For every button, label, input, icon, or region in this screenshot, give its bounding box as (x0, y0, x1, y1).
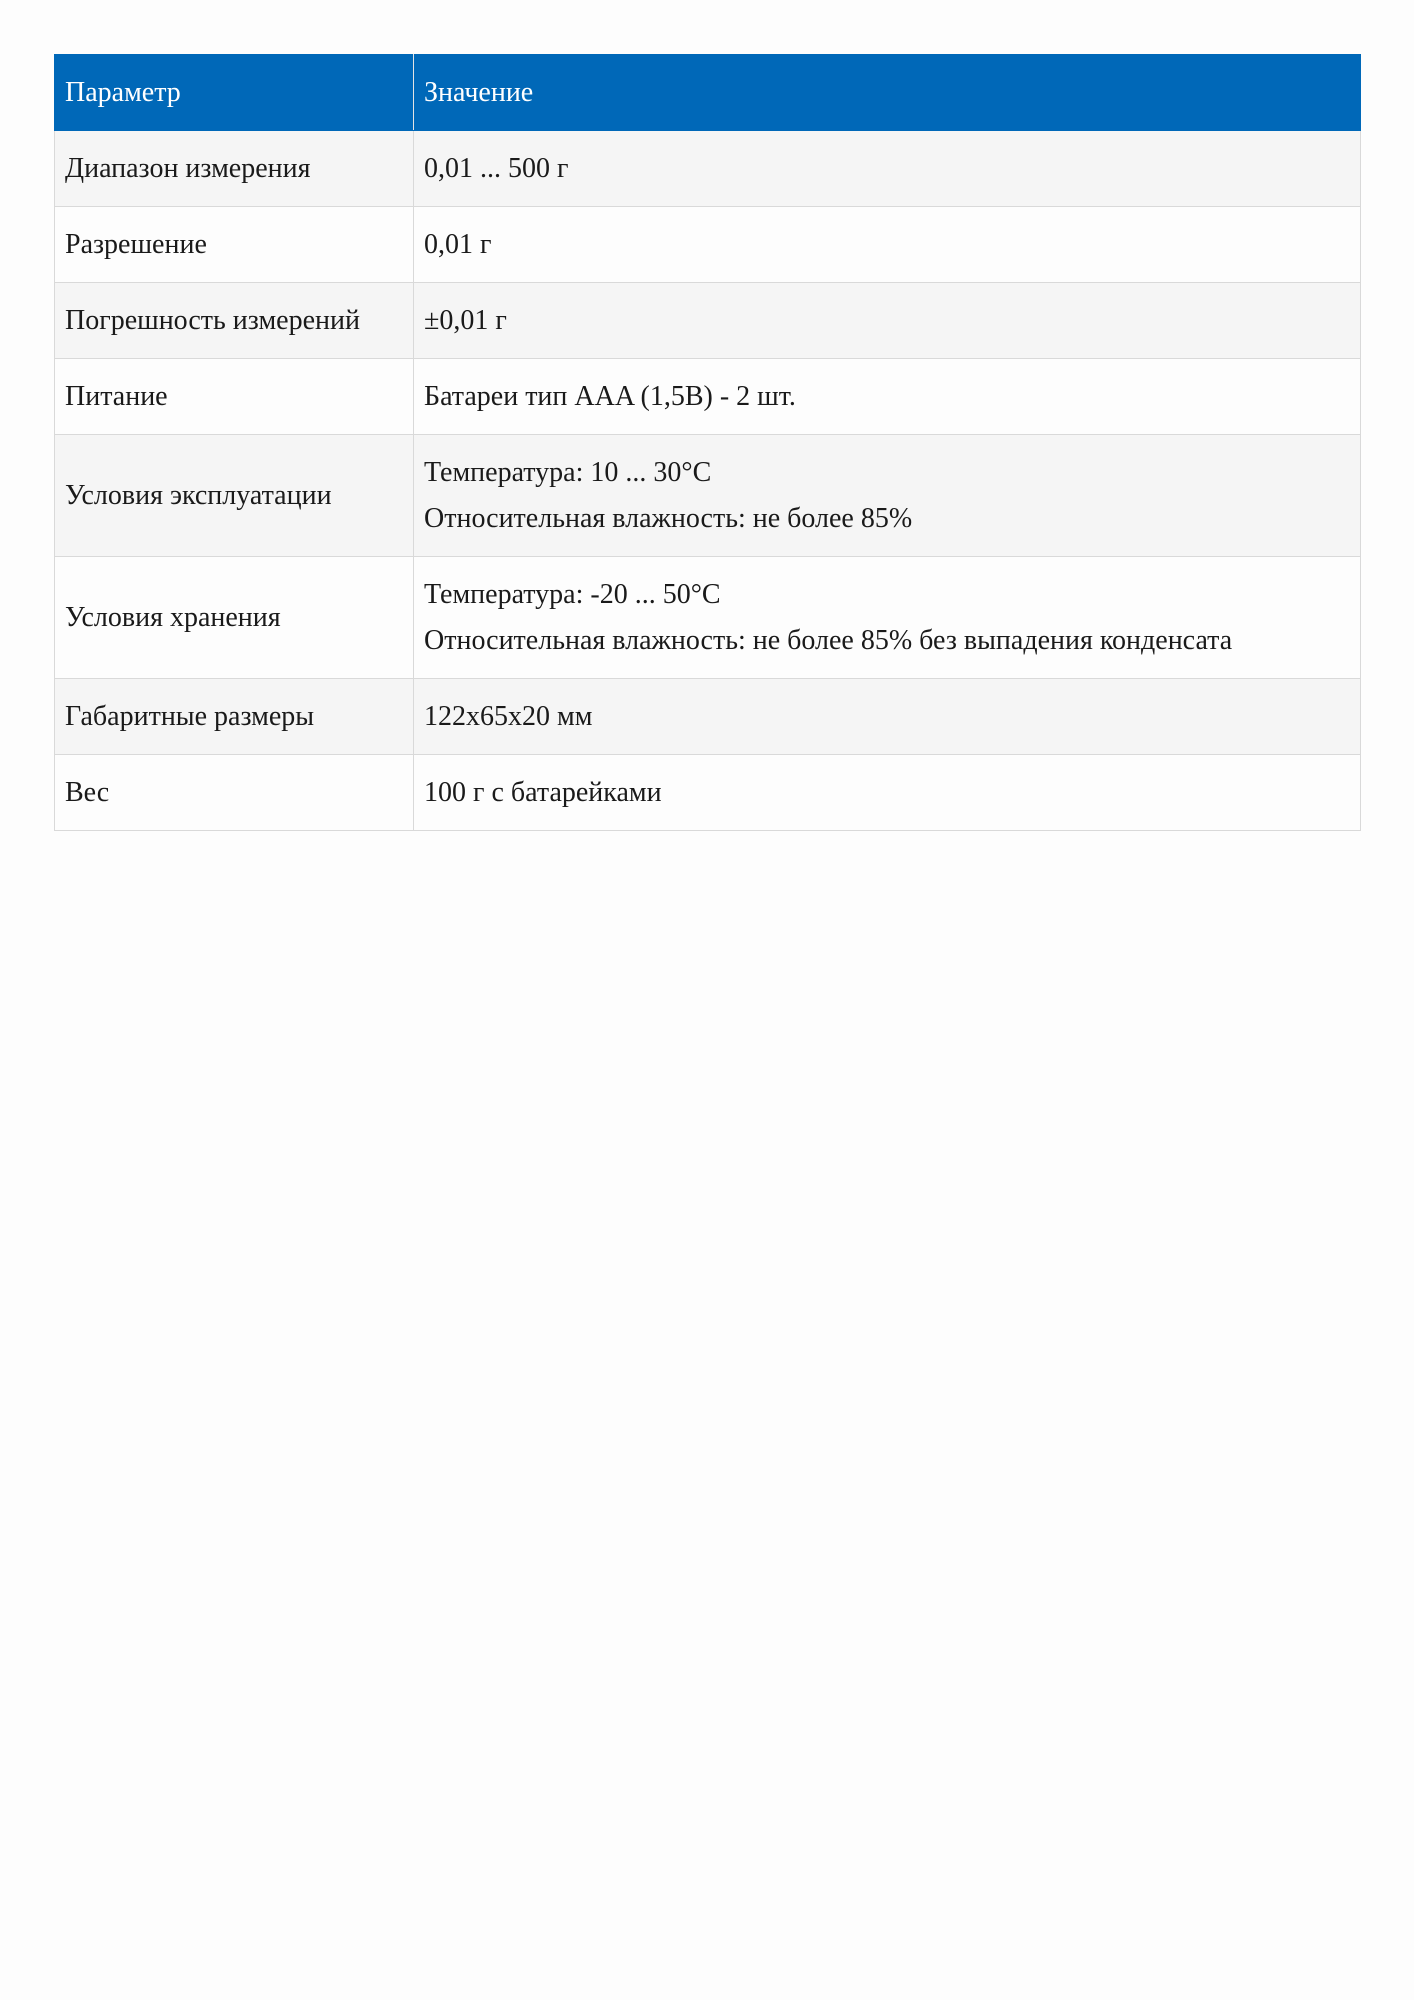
param-cell: Погрешность измерений (55, 283, 414, 359)
param-cell: Разрешение (55, 207, 414, 283)
header-value: Значение (414, 55, 1361, 131)
param-cell: Диапазон измерения (55, 131, 414, 207)
value-cell (414, 557, 1361, 679)
value-cell (414, 207, 1361, 283)
table-row (55, 557, 1361, 679)
value-line: 0,01 ... 500 г (424, 152, 569, 184)
table-row (55, 207, 1361, 283)
table-row (55, 359, 1361, 435)
value-line: Температура: -20 ... 50°C (424, 578, 721, 610)
param-cell: Условия эксплуатации (55, 435, 414, 557)
value-cell (414, 359, 1361, 435)
table-row (55, 283, 1361, 359)
value-cell (414, 755, 1361, 831)
param-cell: Питание (55, 359, 414, 435)
table-row (55, 131, 1361, 207)
value-line: 0,01 г (424, 228, 492, 260)
param-cell: Вес (55, 755, 414, 831)
value-cell (414, 435, 1361, 557)
value-line: Относительная влажность: не более 85% без выпадения конденсата (424, 624, 1233, 656)
header-row (55, 55, 1361, 131)
table-body (55, 131, 1361, 831)
value-cell (414, 131, 1361, 207)
table-row (55, 755, 1361, 831)
value-cell (414, 679, 1361, 755)
value-line: Относительная влажность: не более 85% (424, 502, 913, 534)
value-line: 122х65х20 мм (424, 700, 593, 732)
value-line: ±0,01 г (424, 304, 507, 336)
header-param: Параметр (55, 55, 414, 131)
table-header (55, 55, 1361, 131)
value-line: 100 г с батарейками (424, 776, 662, 808)
value-line: Батареи тип AAA (1,5В) - 2 шт. (424, 380, 796, 412)
value-line: Температура: 10 ... 30°C (424, 456, 712, 488)
param-cell: Условия хранения (55, 557, 414, 679)
spec-table (54, 54, 1361, 831)
table-row (55, 679, 1361, 755)
table-row (55, 435, 1361, 557)
param-cell: Габаритные размеры (55, 679, 414, 755)
value-cell (414, 283, 1361, 359)
